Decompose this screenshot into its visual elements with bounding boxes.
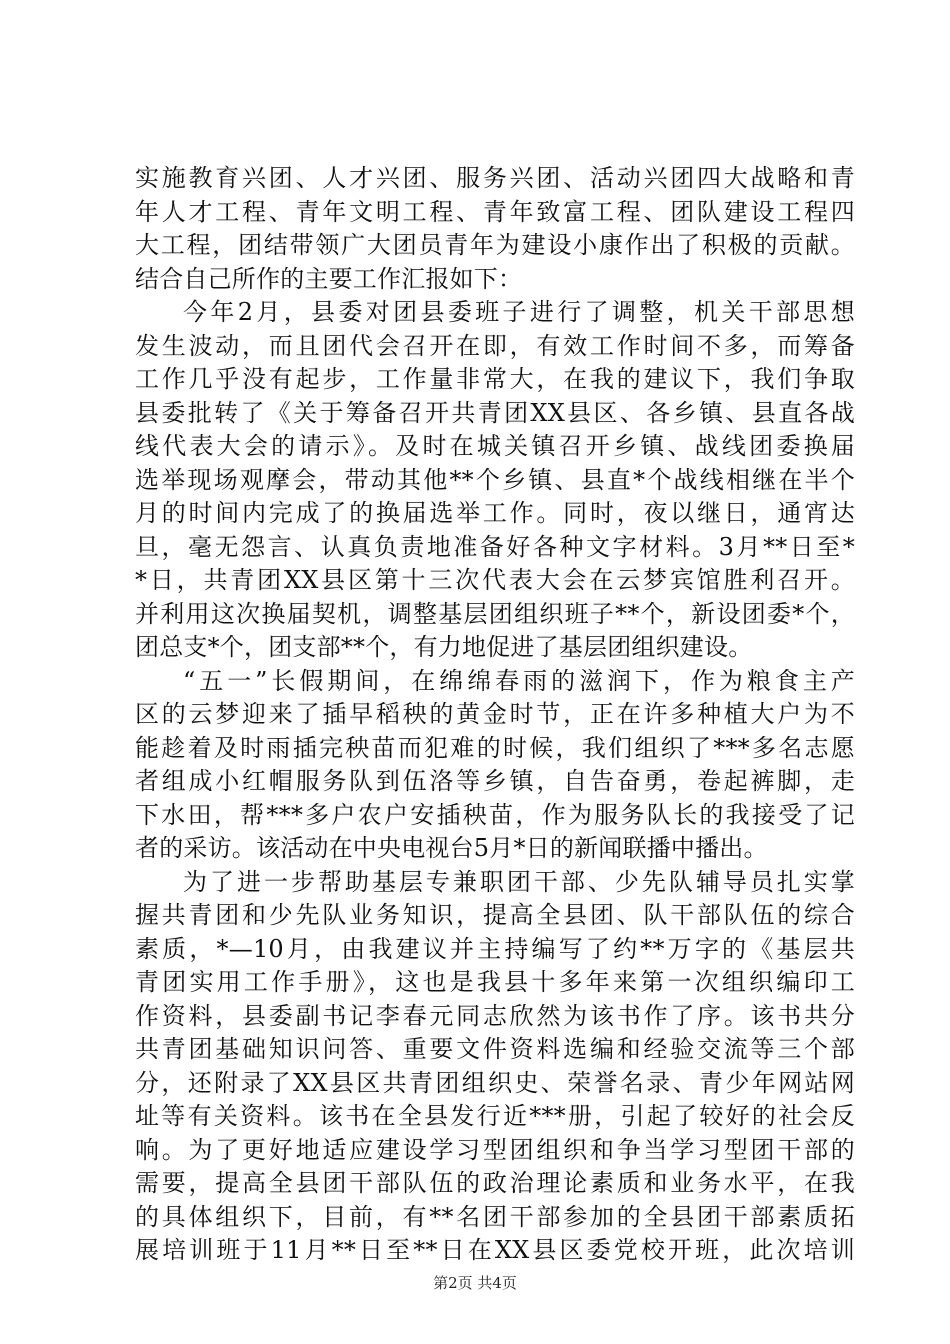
text-line: 大工程，团结带领广大团员青年为建设小康作出了积极的贡献。 [135,231,855,259]
text-line: 团总支*个，团支部**个，有力地促进了基层团组织建设。 [135,633,753,661]
text-line: 作资料，县委副书记李春元同志欣然为该书作了序。该书共分 [135,1001,855,1030]
text-line: 能趁着及时雨插完秧苗而犯难的时候，我们组织了***多名志愿 [135,733,855,762]
text-line: 分，还附录了XX县区共青团组织史、荣誉名录、青少年网站网 [135,1068,855,1097]
text-line: *日，共青团XX县区第十三次代表大会在云梦宾馆胜利召开。 [135,566,855,594]
text-line: 需要，提高全县团干部队伍的政治理论素质和业务水平，在我 [135,1169,855,1197]
text-line: 共青团基础知识问答、重要文件资料选编和经验交流等三个部 [135,1035,855,1063]
text-line: 实施教育兴团、人才兴团、服务兴团、活动兴团四大战略和青 [135,164,855,192]
text-line: 下水田，帮***多户农户安插秧苗，作为服务队长的我接受了记 [135,800,855,829]
text-line: 年人才工程、青年文明工程、青年致富工程、团队建设工程四 [135,197,855,226]
text-line: 的具体组织下，目前，有**名团干部参加的全县团干部素质拓 [135,1202,855,1231]
text-line: 者组成小红帽服务队到伍洛等乡镇，自告奋勇，卷起裤脚，走 [135,767,855,795]
text-line: 址等有关资料。该书在全县发行近***册，引起了较好的社会反 [135,1102,855,1130]
text-line: 青团实用工作手册》，这也是我县十多年来第一次组织编印工 [135,968,855,996]
text-line: 为了进一步帮助基层专兼职团干部、少先队辅导员扎实掌 [183,867,855,896]
text-line: 工作几乎没有起步，工作量非常大，在我的建议下，我们争取 [135,365,855,393]
text-line: 今年2月，县委对团县委班子进行了调整，机关干部思想 [183,298,855,326]
text-line: 响。为了更好地适应建设学习型团组织和争当学习型团干部的 [135,1135,855,1164]
text-line: 结合自己所作的主要工作汇报如下： [135,264,523,293]
text-line: 握共青团和少先队业务知识，提高全县团、队干部队伍的综合 [135,901,855,929]
text-line: 线代表大会的请示》。及时在城关镇召开乡镇、战线团委换届 [135,432,855,460]
text-line: 并利用这次换届契机，调整基层团组织班子**个，新设团委*个， [135,599,855,628]
body-text [135,162,855,1268]
text-line: 选举现场观摩会，带动其他**个乡镇、县直*个战线相继在半个 [135,465,855,494]
text-line: 旦，毫无怨言、认真负责地准备好各种文字材料。3月**日至* [135,532,855,561]
text-line: 区的云梦迎来了插早稻秧的黄金时节，正在许多种植大户为不 [135,700,855,728]
text-line: 展培训班于11月**日至**日在XX县区委党校开班，此次培训 [135,1236,855,1264]
text-line: “五一”长假期间，在绵绵春雨的滋润下，作为粮食主产 [183,666,855,695]
text-line: 素质，*—10月，由我建议并主持编写了约**万字的《基层共 [135,934,855,963]
text-line: 月的时间内完成了的换届选举工作。同时，夜以继日，通宵达 [135,499,855,527]
text-line: 发生波动，而且团代会召开在即，有效工作时间不多，而筹备 [135,331,855,360]
text-line: 县委批转了《关于筹备召开共青团XX县区、各乡镇、县直各战 [135,398,855,427]
text-line: 者的采访。该活动在中央电视台5月*日的新闻联播中播出。 [135,834,768,862]
page-footer: 第2页 共4页 [433,1274,517,1292]
